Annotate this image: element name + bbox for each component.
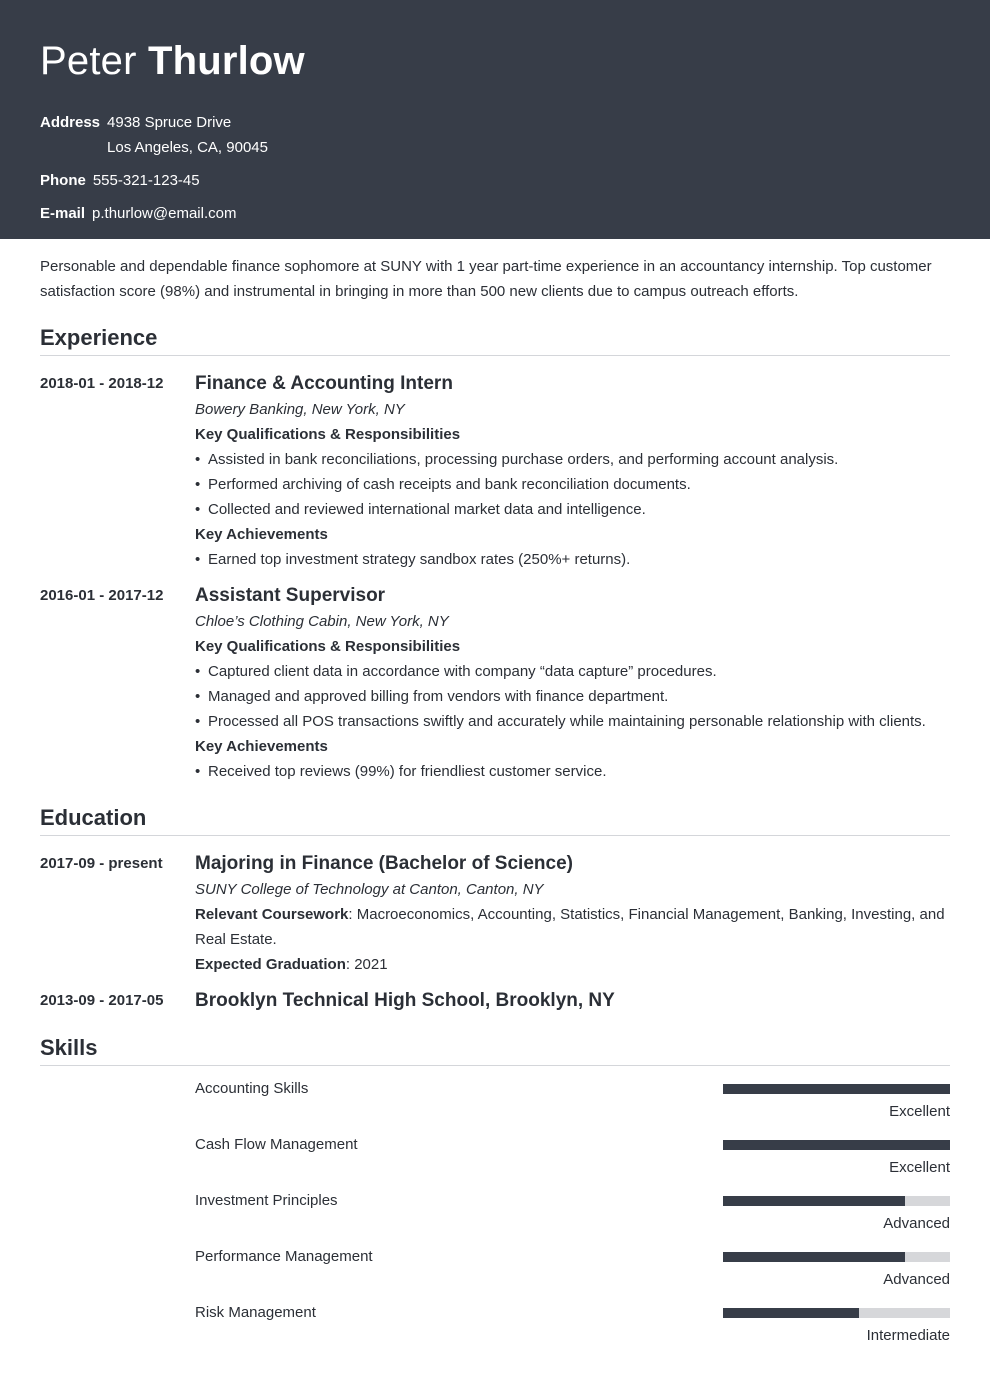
list-item: • Received top reviews (99%) for friendliest customer service. bbox=[195, 763, 607, 780]
achievements-heading: Key Achievements bbox=[195, 738, 328, 755]
skill-bar bbox=[723, 1252, 950, 1262]
phone-label: Phone bbox=[40, 172, 86, 189]
degree-title: Majoring in Finance (Bachelor of Science) bbox=[195, 853, 573, 874]
skill-bar bbox=[723, 1196, 950, 1206]
skill-level: Intermediate bbox=[866, 1327, 950, 1344]
skill-item bbox=[195, 1304, 950, 1360]
education-heading: Education bbox=[40, 804, 950, 836]
resume-content bbox=[0, 239, 990, 1360]
skills-list bbox=[40, 1080, 950, 1360]
skill-bar-fill bbox=[723, 1196, 905, 1206]
email-value[interactable]: p.thurlow@email.com bbox=[92, 205, 237, 222]
qualifications-heading: Key Qualifications & Responsibilities bbox=[195, 638, 461, 655]
contact-info bbox=[40, 110, 950, 226]
list-item: • Earned top investment strategy sandbox rates (250%+ returns). bbox=[195, 551, 631, 568]
resume-header bbox=[0, 0, 990, 239]
skill-item bbox=[195, 1080, 950, 1136]
candidate-name bbox=[40, 38, 950, 84]
skill-level: Advanced bbox=[883, 1215, 950, 1232]
first-name: Peter bbox=[40, 39, 137, 83]
qualifications-heading: Key Qualifications & Responsibilities bbox=[195, 426, 461, 443]
job-company: Bowery Banking, New York, NY bbox=[195, 401, 405, 418]
skill-bar-fill bbox=[723, 1308, 859, 1318]
skill-level: Excellent bbox=[889, 1159, 950, 1176]
achievements-heading: Key Achievements bbox=[195, 526, 328, 543]
skill-name: Investment Principles bbox=[195, 1192, 338, 1209]
list-item: • Collected and reviewed international market data and intelligence. bbox=[195, 501, 646, 518]
list-item: • Assisted in bank reconciliations, processing purchase orders, and performing account analysis. bbox=[195, 451, 839, 468]
skill-bar-fill bbox=[723, 1084, 950, 1094]
degree-title: Brooklyn Technical High School, Brooklyn, NY bbox=[195, 990, 615, 1011]
skill-name: Risk Management bbox=[195, 1304, 316, 1321]
skill-level: Advanced bbox=[883, 1271, 950, 1288]
education-entry bbox=[40, 850, 950, 977]
expected-graduation: Expected Graduation: 2021 bbox=[195, 956, 388, 973]
address-line-1: 4938 Spruce Drive bbox=[107, 114, 232, 131]
skill-bar bbox=[723, 1084, 950, 1094]
skill-name: Cash Flow Management bbox=[195, 1136, 358, 1153]
education-dates: 2013-09 - 2017-05 bbox=[40, 992, 164, 1009]
education-entry bbox=[40, 987, 950, 1014]
email-label: E-mail bbox=[40, 205, 86, 222]
skill-bar-fill bbox=[723, 1140, 950, 1150]
address-row bbox=[40, 110, 950, 160]
job-title: Finance & Accounting Intern bbox=[195, 373, 453, 394]
job-title: Assistant Supervisor bbox=[195, 585, 386, 606]
address-value bbox=[107, 110, 268, 160]
skill-bar-fill bbox=[723, 1252, 905, 1262]
job-dates: 2018-01 - 2018-12 bbox=[40, 375, 164, 392]
experience-heading: Experience bbox=[40, 324, 950, 356]
list-item: • Processed all POS transactions swiftly and accurately while maintaining personable relationship with clients. bbox=[195, 713, 926, 730]
skill-bar bbox=[723, 1308, 950, 1318]
skill-level: Excellent bbox=[889, 1103, 950, 1120]
summary: Personable and dependable finance sophomore at SUNY with 1 year part-time experience in an accountancy internship. Top customer satisfaction score (98%) and instrumental in bringing in more than 500 new clients due to campus outreach efforts. bbox=[40, 258, 932, 300]
school-name: SUNY College of Technology at Canton, Canton, NY bbox=[195, 881, 544, 898]
phone-row bbox=[40, 168, 950, 193]
address-line-2: Los Angeles, CA, 90045 bbox=[107, 139, 268, 156]
skill-item bbox=[195, 1248, 950, 1304]
skills-heading: Skills bbox=[40, 1034, 950, 1066]
phone-value: 555-321-123-45 bbox=[92, 172, 200, 189]
email-row bbox=[40, 201, 950, 226]
skill-item bbox=[195, 1136, 950, 1192]
skill-name: Performance Management bbox=[195, 1248, 373, 1265]
experience-entry bbox=[40, 370, 950, 572]
list-item: • Managed and approved billing from vendors with finance department. bbox=[195, 688, 669, 705]
job-company: Chloe’s Clothing Cabin, New York, NY bbox=[195, 613, 449, 630]
coursework: Relevant Coursework: Macroeconomics, Accounting, Statistics, Financial Management, Banking, Investing, and Real Estate. bbox=[195, 906, 945, 948]
list-item: • Captured client data in accordance with company “data capture” procedures. bbox=[195, 663, 717, 680]
job-dates: 2016-01 - 2017-12 bbox=[40, 587, 164, 604]
skill-bar bbox=[723, 1140, 950, 1150]
education-dates: 2017-09 - present bbox=[40, 855, 163, 872]
skill-item bbox=[195, 1192, 950, 1248]
experience-entry bbox=[40, 582, 950, 784]
list-item: • Performed archiving of cash receipts and bank reconciliation documents. bbox=[195, 476, 691, 493]
skill-name: Accounting Skills bbox=[195, 1080, 309, 1097]
last-name: Thurlow bbox=[147, 39, 305, 83]
address-label: Address bbox=[40, 114, 101, 131]
